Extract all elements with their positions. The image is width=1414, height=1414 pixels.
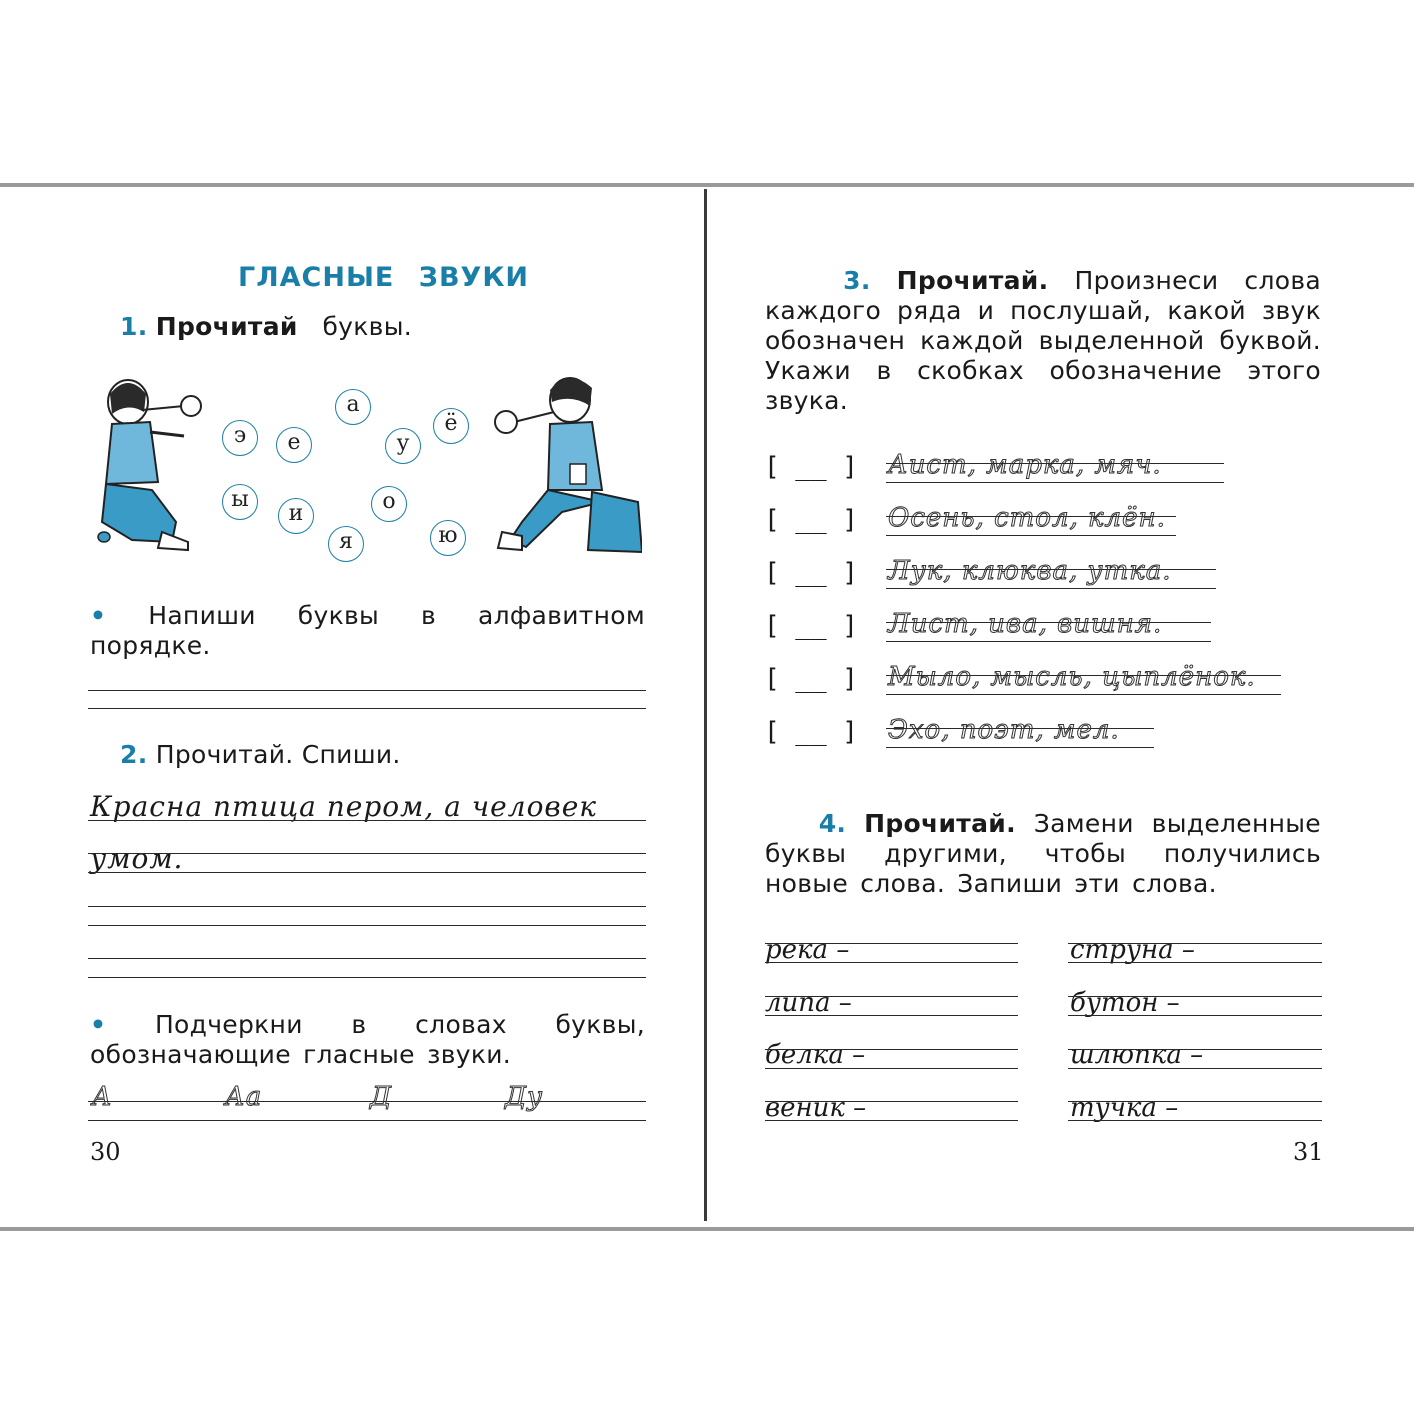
bullet-underline-vowels [90, 1010, 645, 1070]
proverb-line-1: Красна птица пером, а человек [90, 790, 598, 823]
letter-bubble: ы [222, 484, 258, 520]
page-number-left: 30 [90, 1138, 121, 1166]
task-number: 1. [120, 312, 148, 341]
top-border-rule [0, 183, 1414, 187]
replace-word: белка – [765, 1040, 866, 1070]
writing-line [765, 996, 1018, 997]
task-number: 3. [843, 266, 871, 295]
writing-line [1068, 1015, 1322, 1016]
letter-bubble: ю [430, 520, 466, 556]
writing-line [886, 516, 1176, 517]
writing-line [1068, 1120, 1322, 1121]
task-verb: Прочитай. [864, 809, 1016, 838]
writing-line [765, 1015, 1018, 1016]
replace-word: липа – [765, 988, 852, 1018]
writing-line [88, 708, 646, 709]
bullet-icon: • [90, 1010, 107, 1039]
bullet-write-alphabet [90, 601, 645, 661]
replace-word: бутон – [1070, 988, 1180, 1018]
task-3-paragraph [765, 266, 1321, 416]
writing-line [1068, 1068, 1322, 1069]
bottom-border-rule [0, 1227, 1414, 1231]
writing-line [1068, 1101, 1322, 1102]
bullet-icon: • [90, 601, 107, 630]
trace-word-row: Лист, ива, вишня. [888, 609, 1163, 639]
trace-word-row: Осень, стол, клён. [888, 503, 1166, 533]
writing-line [88, 872, 646, 873]
writing-line [88, 977, 646, 978]
trace-letter: А [92, 1082, 113, 1112]
girl-blowing-bubbles-illustration [92, 372, 207, 557]
writing-line [765, 943, 1018, 944]
replace-word: тучка – [1070, 1093, 1179, 1123]
replace-word: шлюпка – [1070, 1040, 1204, 1070]
writing-line [88, 958, 646, 959]
task-4-paragraph [765, 809, 1321, 899]
boy-blowing-bubbles-illustration [492, 372, 642, 557]
proverb-line-2: умом. [90, 842, 184, 875]
trace-word-row: Эхо, поэт, мел. [888, 715, 1120, 745]
task-text: буквы. [322, 312, 412, 341]
replace-word: река – [765, 935, 850, 965]
page-title: ГЛАСНЫЕ ЗВУКИ [238, 262, 530, 293]
letter-bubble: а [335, 389, 371, 425]
bullet-text: Напиши буквы в алфавитном порядке. [90, 601, 646, 660]
writing-line [886, 747, 1154, 748]
task-2-heading [120, 740, 401, 770]
trace-word-row: Аист, марка, мяч. [888, 450, 1162, 480]
writing-line [88, 853, 646, 854]
task-verb: Прочитай [155, 312, 298, 341]
trace-letter: Д [370, 1082, 393, 1112]
task-verb: Прочитай. [896, 266, 1049, 295]
task-text: Замени выделенные буквы другими, чтобы получились новые слова. Запиши эти слова. [765, 809, 1321, 898]
sound-bracket: [ __ ] [764, 717, 858, 747]
writing-line [1068, 996, 1322, 997]
writing-line [765, 1101, 1018, 1102]
trace-letter: Аа [225, 1082, 263, 1112]
trace-word-row: Лук, клюква, утка. [888, 556, 1172, 586]
writing-line [886, 588, 1216, 589]
replace-word: веник – [765, 1093, 867, 1123]
bullet-text: Подчеркни в словах буквы, обозначающие гласные звуки. [90, 1010, 645, 1069]
letter-bubble: я [328, 526, 364, 562]
writing-line [886, 694, 1281, 695]
writing-line [88, 925, 646, 926]
replace-word: струна – [1070, 935, 1195, 965]
sound-bracket: [ __ ] [764, 505, 858, 535]
writing-line [886, 535, 1176, 536]
writing-line [886, 641, 1211, 642]
writing-line [88, 820, 646, 821]
task-text: Прочитай. Спиши. [155, 740, 401, 769]
writing-line [886, 569, 1216, 570]
letter-bubble: и [278, 498, 314, 534]
writing-line [765, 1120, 1018, 1121]
writing-line [88, 1120, 646, 1121]
writing-line [886, 463, 1224, 464]
writing-line [88, 906, 646, 907]
writing-line [88, 690, 646, 691]
writing-line [886, 675, 1281, 676]
page-number-right: 31 [1293, 1138, 1324, 1166]
writing-line [1068, 962, 1322, 963]
letter-bubble: о [371, 486, 407, 522]
sound-bracket: [ __ ] [764, 558, 858, 588]
page-spine [704, 189, 707, 1221]
writing-line [765, 962, 1018, 963]
trace-word-row: Мыло, мысль, цыплёнок. [888, 662, 1256, 692]
writing-line [886, 728, 1154, 729]
task-text: Произнеси слова каждого ряда и послушай, какой звук обозначен каждой выделенной буквой. Укажи в скобках обозначение этого звука. [765, 266, 1322, 415]
letter-bubble: ё [433, 408, 469, 444]
sound-bracket: [ __ ] [764, 611, 858, 641]
writing-line [886, 622, 1211, 623]
sound-bracket: [ __ ] [764, 664, 858, 694]
writing-line [765, 1049, 1018, 1050]
writing-line [1068, 1049, 1322, 1050]
letter-bubble: у [385, 428, 421, 464]
letter-bubble: э [222, 420, 258, 456]
letter-bubble: е [276, 427, 312, 463]
trace-letter: Ду [505, 1082, 544, 1112]
writing-line [88, 1101, 646, 1102]
task-number: 2. [120, 740, 148, 769]
writing-line [886, 482, 1224, 483]
sound-bracket: [ __ ] [764, 452, 858, 482]
writing-line [1068, 943, 1322, 944]
task-number: 4. [818, 809, 847, 838]
writing-line [765, 1068, 1018, 1069]
task-1-heading [120, 312, 412, 342]
